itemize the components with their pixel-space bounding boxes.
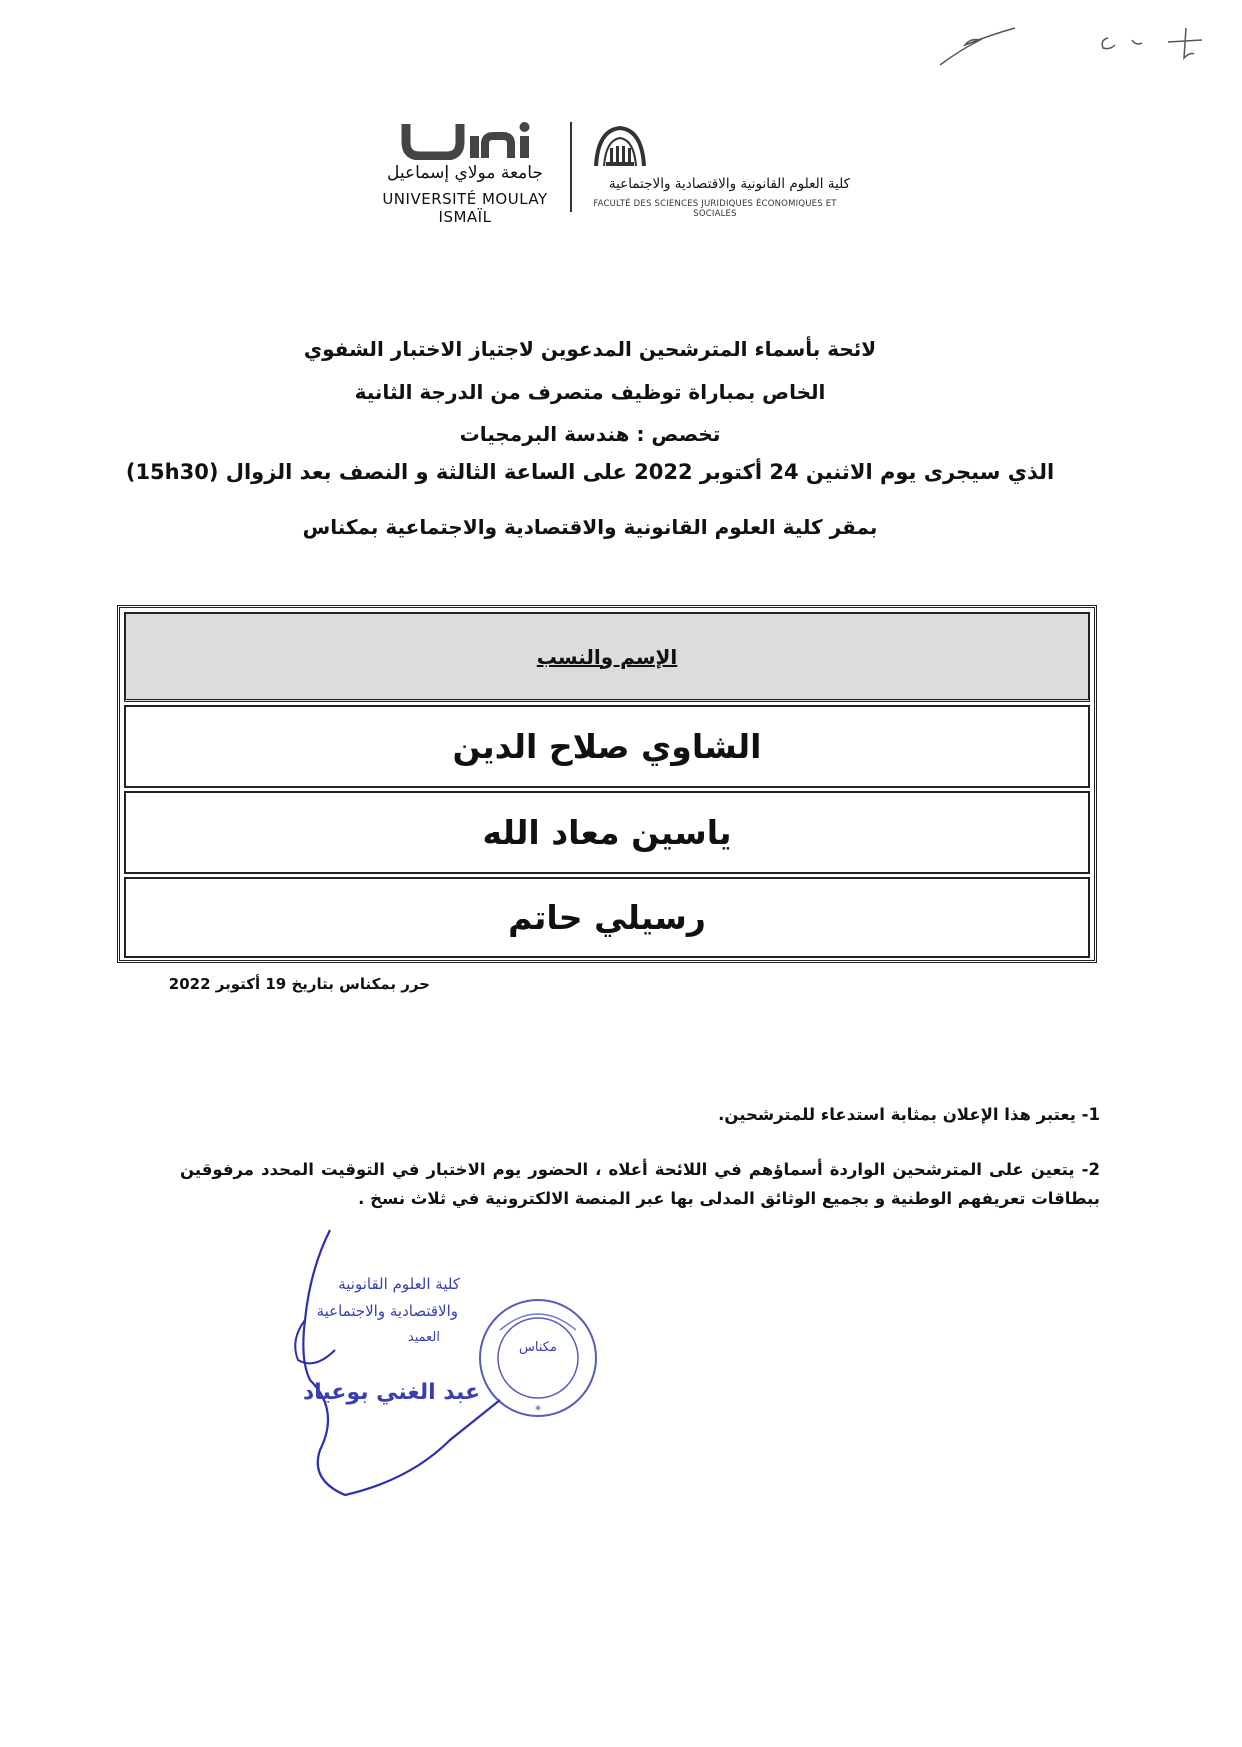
header-divider	[570, 122, 572, 212]
candidate-name: رسيلي حاتم	[508, 898, 706, 937]
faculty-name-french: FACULTÉ DES SCIENCES JURIDIQUES ÉCONOMIQUES ET SOCIALES	[593, 199, 837, 219]
candidates-table	[117, 605, 1097, 963]
table-header	[124, 612, 1090, 702]
title-line-2: الخاص بمباراة توظيف متصرف من الدرجة الثانية	[354, 380, 826, 404]
signature-and-seal	[250, 1210, 610, 1510]
note-1: 1- يعتبر هذا الإعلان بمثابة استدعاء للمترشحين.	[718, 1105, 1100, 1124]
title-line-4: الذي سيجرى يوم الاثنين 24 أكتوبر 2022 على الساعة الثالثة و النصف بعد الزوال (15h30)	[125, 460, 1055, 484]
faculty-logo-icon	[590, 122, 650, 170]
svg-text:*: *	[535, 1403, 541, 1417]
stamp-faculty-line-2: والاقتصادية والاجتماعية	[316, 1302, 458, 1320]
title-line-5: بمقر كلية العلوم القانونية والاقتصادية والاجتماعية بمكناس	[302, 515, 878, 539]
stamp-faculty-line-3: العميد	[407, 1330, 440, 1345]
table-row	[124, 705, 1090, 788]
table-row	[124, 791, 1090, 874]
university-name-arabic: جامعة مولاي إسماعيل	[387, 163, 543, 183]
title-line-1: لائحة بأسماء المترشحين المدعوين لاجتياز الاختبار الشفوي	[303, 337, 877, 361]
note-2: 2- يتعين على المترشحين الواردة أسماؤهم في اللائحة أعلاه ، الحضور يوم الاختبار في التوقيت المحدد مرفوقين ببطاقات تعريفهم الوطنية و بجميع الوثائق المدلى بها عبر المنصة الالكترونية في ثلاث نسخ .	[180, 1160, 1100, 1208]
handwritten-initials	[920, 10, 1220, 80]
issue-date: حرر بمكناس بتاريخ 19 أكتوبر 2022	[168, 975, 430, 993]
title-line-3: تخصص : هندسة البرمجيات	[459, 422, 721, 446]
stamp-faculty-line-1: كلية العلوم القانونية	[338, 1275, 460, 1293]
stamp-signer-name: عبد الغني بوعياد	[302, 1380, 480, 1405]
table-row	[124, 877, 1090, 958]
faculty-name-arabic: كلية العلوم القانونية والاقتصادية والاجتماعية	[608, 176, 850, 192]
candidate-name: ياسين معاد الله	[482, 813, 732, 852]
candidate-name: الشاوي صلاح الدين	[452, 727, 762, 766]
table-header-label: الإسم والنسب	[536, 644, 678, 669]
university-name-french: UNIVERSITÉ MOULAY ISMAÏL	[382, 190, 548, 226]
umi-logo-icon	[400, 120, 540, 160]
seal-city: مكناس	[519, 1340, 557, 1355]
